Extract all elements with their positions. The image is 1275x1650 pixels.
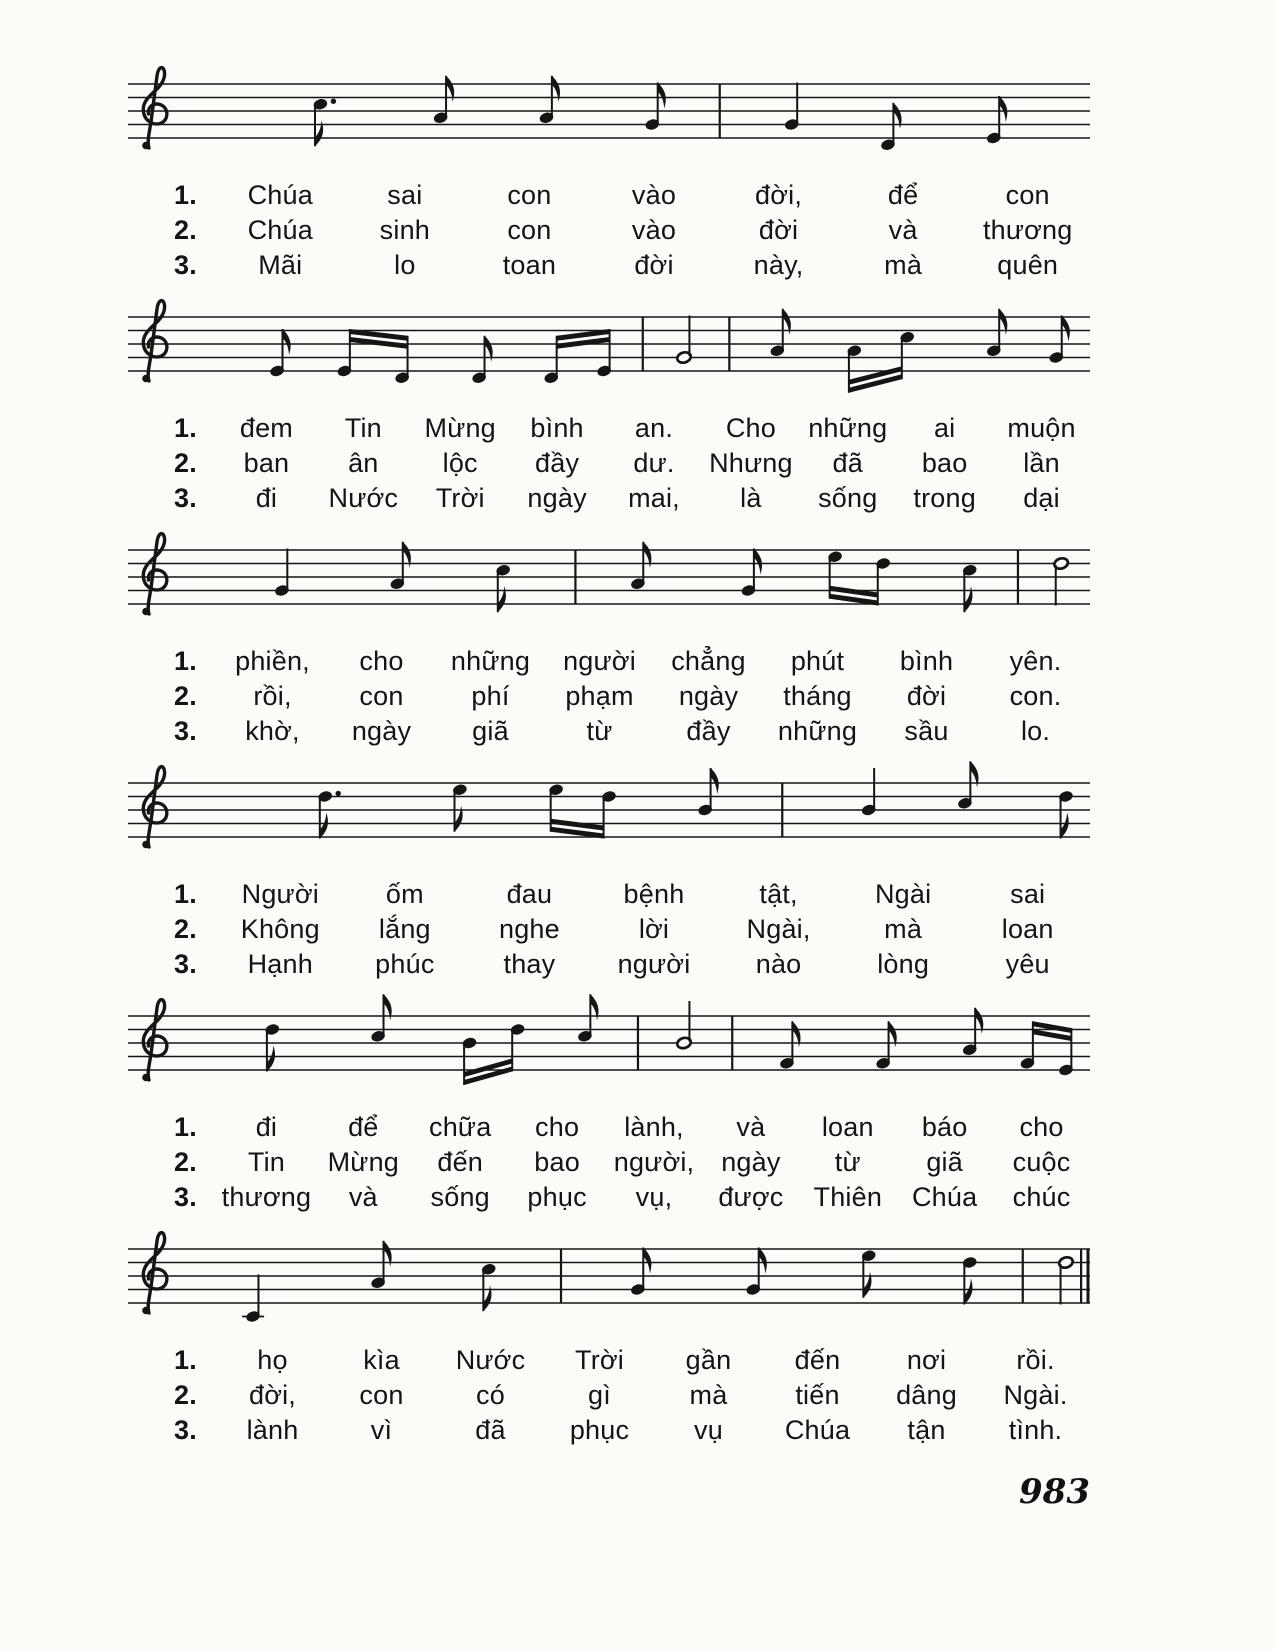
lyric-word: giã [472,716,509,746]
lyric-line [128,213,1090,248]
lyric-word: Chúa [911,1182,978,1212]
lyric-line [128,1378,1090,1413]
lyric-word: phí [471,681,510,711]
lyric-line [128,679,1090,714]
lyric-word: lo [394,250,416,280]
lyric-word: bình [530,413,584,443]
quarter-note [784,83,800,132]
lyric-word: đem [239,413,293,443]
page-number: 983 [1019,1472,1090,1512]
lyric-line [128,1413,1090,1448]
music-system [128,751,1090,982]
lyric-word: phục [569,1415,630,1445]
lyrics-block [128,877,1090,982]
lyric-word: con [507,215,552,245]
lyric-word: con [359,1380,404,1410]
lyric-word: dư. [633,448,675,478]
half-note [676,316,692,365]
lyric-word: lòng [877,949,930,979]
verse-number: 3. [174,1415,197,1445]
lyric-word: quên [997,250,1059,280]
lyric-word: họ [257,1345,288,1375]
lyric-word: đời [906,681,947,711]
lyric-word: này, [753,250,804,280]
lyric-word: muộn [1007,413,1076,443]
lyric-word: vào [631,180,677,210]
lyric-word: phút [790,646,845,676]
music-system [128,1217,1090,1448]
lyric-word: để [348,1112,379,1142]
treble-clef-icon [142,1000,167,1082]
lyric-line [128,446,1090,481]
lyric-word: con [1005,180,1050,210]
barline [728,317,730,371]
lyric-word: người [617,949,691,979]
lyric-word: Chúa [784,1415,851,1445]
treble-clef-icon [142,301,167,383]
lyric-word: đến [437,1147,484,1177]
lyric-word: Trời [435,483,485,513]
lyric-word: vì [370,1415,393,1445]
lyric-word: con [507,180,552,210]
staff [128,518,1090,640]
eighth-note [957,761,979,810]
eighth-note [962,563,978,612]
eighth-note [471,336,493,385]
lyric-word: phục [527,1182,587,1212]
lyric-word: Ngài [874,879,932,909]
lyric-word: là [740,483,762,513]
lyric-word: lo. [1020,716,1051,746]
lyric-line [128,178,1090,213]
lyric-word: ân [348,448,379,478]
lyric-word: Nhưng [709,448,793,478]
lyric-word: dâng [896,1380,957,1410]
lyric-word: sinh [379,215,431,245]
lyric-word: đầy [686,716,731,746]
lyric-word: và [348,1182,378,1212]
lyric-word: dại [1023,483,1060,513]
music-system [128,285,1090,516]
lyric-line [128,1180,1090,1215]
lyrics-block [128,1343,1090,1448]
lyric-word: đời, [755,180,803,210]
lyric-word: và [888,215,918,245]
lyric-word: gì [588,1380,611,1410]
lyric-word: cuộc [1012,1147,1071,1177]
lyric-word: ngày [678,681,739,711]
barline [719,84,721,138]
lyric-word: bao [921,448,968,478]
lyric-word: kìa [363,1345,400,1375]
lyric-word: an. [634,413,674,443]
lyric-word: bao [534,1147,580,1177]
lyric-word: Chúa [247,180,313,210]
lyric-word: lời [638,914,670,944]
lyric-word: ngày [527,483,587,513]
lyric-word: Ngài, [746,914,811,944]
lyric-word: tật, [759,879,798,909]
lyric-word: Nước [455,1345,526,1375]
lyric-line [128,947,1090,982]
barline [637,1016,639,1070]
lyric-word: đến [794,1345,841,1375]
lyric-word: khờ, [245,716,300,746]
lyric-word: rồi, [253,681,292,711]
eighth-note [312,97,336,146]
lyric-word: đã [475,1415,506,1445]
eighth-note [538,76,560,125]
eighth-note [481,1262,497,1311]
verse-number: 1. [174,1112,197,1142]
lyric-word: Mừng [327,1147,400,1177]
lyric-word: tiến [795,1380,840,1410]
final-barline [1080,1249,1082,1303]
lyric-word: Mừng [424,413,496,443]
lyric-word: người [563,646,636,676]
staff [128,984,1090,1106]
lyric-word: sai [387,180,423,210]
verse-number: 3. [174,483,197,513]
lyric-word: sầu [904,716,949,746]
lyric-word: mà [689,1380,728,1410]
verse-number: 1. [174,413,197,443]
lyric-word: đi [255,1112,278,1142]
lyric-word: được [718,1182,784,1212]
lyric-word: bình [899,646,954,676]
lyric-word: báo [921,1112,968,1142]
eighth-note [1058,790,1074,839]
lyric-word: Mãi [258,250,303,280]
lyric-word: trong [913,483,976,513]
lyric-word: loan [821,1112,874,1142]
lyric-word: thương [221,1182,312,1212]
verse-number: 1. [174,879,197,909]
lyric-word: tận [907,1415,946,1445]
quarter-note [274,549,290,598]
lyric-word: chúc [1012,1182,1071,1212]
verse-number: 2. [174,681,197,711]
music-system [128,518,1090,749]
lyric-line [128,411,1090,446]
eighth-note [370,1241,392,1290]
verse-number: 2. [174,215,197,245]
verse-number: 2. [174,448,197,478]
lyric-word: gần [685,1345,732,1375]
eighth-note [630,542,652,591]
eighth-note [962,1008,984,1057]
verse-number: 1. [174,1345,197,1375]
lyric-word: vụ [694,1415,723,1445]
lyric-word: những [777,716,858,746]
eighth-note [264,1023,280,1072]
lyric-word: lần [1023,448,1060,478]
half-note [1058,1256,1074,1305]
lyric-word: ngày [351,716,412,746]
lyric-word: Thiên [813,1182,883,1212]
lyrics-block [128,411,1090,516]
lyric-word: nghe [498,914,560,944]
lyric-line [128,481,1090,516]
lyric-word: phúc [375,949,435,979]
treble-clef-icon [142,68,167,150]
lyric-line [128,714,1090,749]
half-note [676,1001,692,1050]
treble-clef-icon [142,767,167,849]
lyrics-block [128,178,1090,283]
lyric-word: tháng [783,681,852,711]
staff [128,1217,1090,1339]
eighth-note [389,542,411,591]
lyric-word: cho [1019,1112,1064,1142]
lyric-word: nào [755,949,802,979]
music-system [128,984,1090,1215]
lyric-line [128,912,1090,947]
lyric-word: mai, [628,483,680,513]
lyric-word: Tin [344,413,382,443]
lyric-word: lắng [378,914,431,944]
quarter-note [861,768,877,817]
lyric-word: rồi. [1016,1345,1055,1375]
lyric-word: yên. [1009,646,1062,676]
quarter-note [242,1275,264,1324]
lyric-word: Tin [247,1147,285,1177]
lyric-word: người, [613,1147,695,1177]
lyric-word: ngày [721,1147,781,1177]
eighth-note [880,103,902,152]
lyric-word: giã [926,1147,963,1177]
lyric-word: loan [1001,914,1054,944]
lyric-word: lành [246,1415,299,1445]
barline [1022,1249,1024,1303]
lyric-word: Chúa [247,215,313,245]
lyric-word: đời, [248,1380,297,1410]
lyric-word: con [359,681,404,711]
lyric-word: lộc [442,448,478,478]
lyric-word: sai [1010,879,1046,909]
half-note [1053,557,1069,606]
eighth-note [861,1249,877,1298]
lyric-word: sống [430,1182,490,1212]
lyric-word: có [476,1380,505,1410]
lyric-word: chữa [429,1112,492,1142]
lyric-word: đau [506,879,553,909]
staff [128,751,1090,873]
verse-number: 2. [174,1380,197,1410]
lyric-word: yêu [1005,949,1050,979]
lyric-word: từ [586,716,613,746]
eighth-note [875,1021,897,1070]
verse-number: 1. [174,180,197,210]
lyric-word: ai [933,413,956,443]
lyric-word: vào [631,215,677,245]
lyric-word: mà [884,914,923,944]
barline [642,317,644,371]
eighth-note [370,994,392,1043]
lyric-line [128,877,1090,912]
beamed-sixteenth-pair [461,1023,525,1085]
verse-number: 2. [174,914,197,944]
lyric-line [128,644,1090,679]
staff [128,285,1090,407]
lyric-line [128,1145,1090,1180]
lyric-word: và [736,1112,766,1142]
lyric-word: đã [832,448,863,478]
lyric-word: con. [1009,681,1062,711]
eighth-note [962,1256,978,1305]
lyric-word: lành, [624,1112,684,1142]
lyric-word: Hạnh [247,949,313,979]
treble-clef-icon [142,534,167,616]
lyric-word: bệnh [623,879,685,909]
lyric-word: đầy [535,448,580,478]
barline [574,550,576,604]
lyric-word: Ngài. [1003,1380,1068,1410]
lyric-word: thay [503,949,556,979]
treble-clef-icon [142,1233,167,1315]
lyric-word: chẳng [671,646,746,676]
lyric-word: đời [634,250,674,280]
lyric-word: từ [834,1147,861,1177]
verse-number: 3. [174,1182,197,1212]
verse-number: 3. [174,716,197,746]
lyric-word: đời [758,215,799,245]
lyric-word: Nước [328,483,399,513]
eighth-note [495,563,511,612]
lyric-word: phiền, [235,646,310,676]
lyric-word: ốm [385,879,424,909]
barline [1017,550,1019,604]
verse-number: 1. [174,646,197,676]
lyrics-block [128,644,1090,749]
music-system [128,52,1090,283]
eighth-note [986,309,1008,358]
lyric-word: để [887,180,919,210]
lyric-word: sống [818,483,878,513]
lyric-line [128,248,1090,283]
lyric-word: những [808,413,888,443]
final-barline [1087,1249,1090,1303]
lyric-word: Trời [575,1345,624,1375]
lyric-word: ban [243,448,290,478]
barline [781,783,783,837]
lyric-word: toan [502,250,557,280]
lyric-word: những [450,646,531,676]
lyric-word: Người [241,879,319,909]
eighth-note [452,783,468,832]
lyric-line [128,1343,1090,1378]
lyric-word: mà [884,250,923,280]
eighth-note [433,76,455,125]
barline [560,1249,562,1303]
lyric-word: thương [982,215,1073,245]
systems-container [128,52,1090,1448]
lyric-word: vụ, [635,1182,673,1212]
lyric-word: nơi [906,1345,947,1375]
staff [128,52,1090,174]
lyric-word: Không [240,914,320,944]
lyric-word: Cho [725,413,776,443]
verse-number: 3. [174,250,197,280]
verse-number: 3. [174,949,197,979]
lyric-word: cho [359,646,404,676]
lyrics-block [128,1110,1090,1215]
barline [731,1016,733,1070]
lyric-word: phạm [565,681,634,711]
eighth-note [769,309,791,358]
verse-number: 2. [174,1147,197,1177]
lyric-line [128,1110,1090,1145]
eighth-note [779,1021,801,1070]
lyric-word: tình. [1008,1415,1063,1445]
lyric-word: đi [255,483,278,513]
beamed-sixteenth-pair [846,330,915,392]
eighth-note [577,994,599,1043]
lyric-word: cho [535,1112,580,1142]
